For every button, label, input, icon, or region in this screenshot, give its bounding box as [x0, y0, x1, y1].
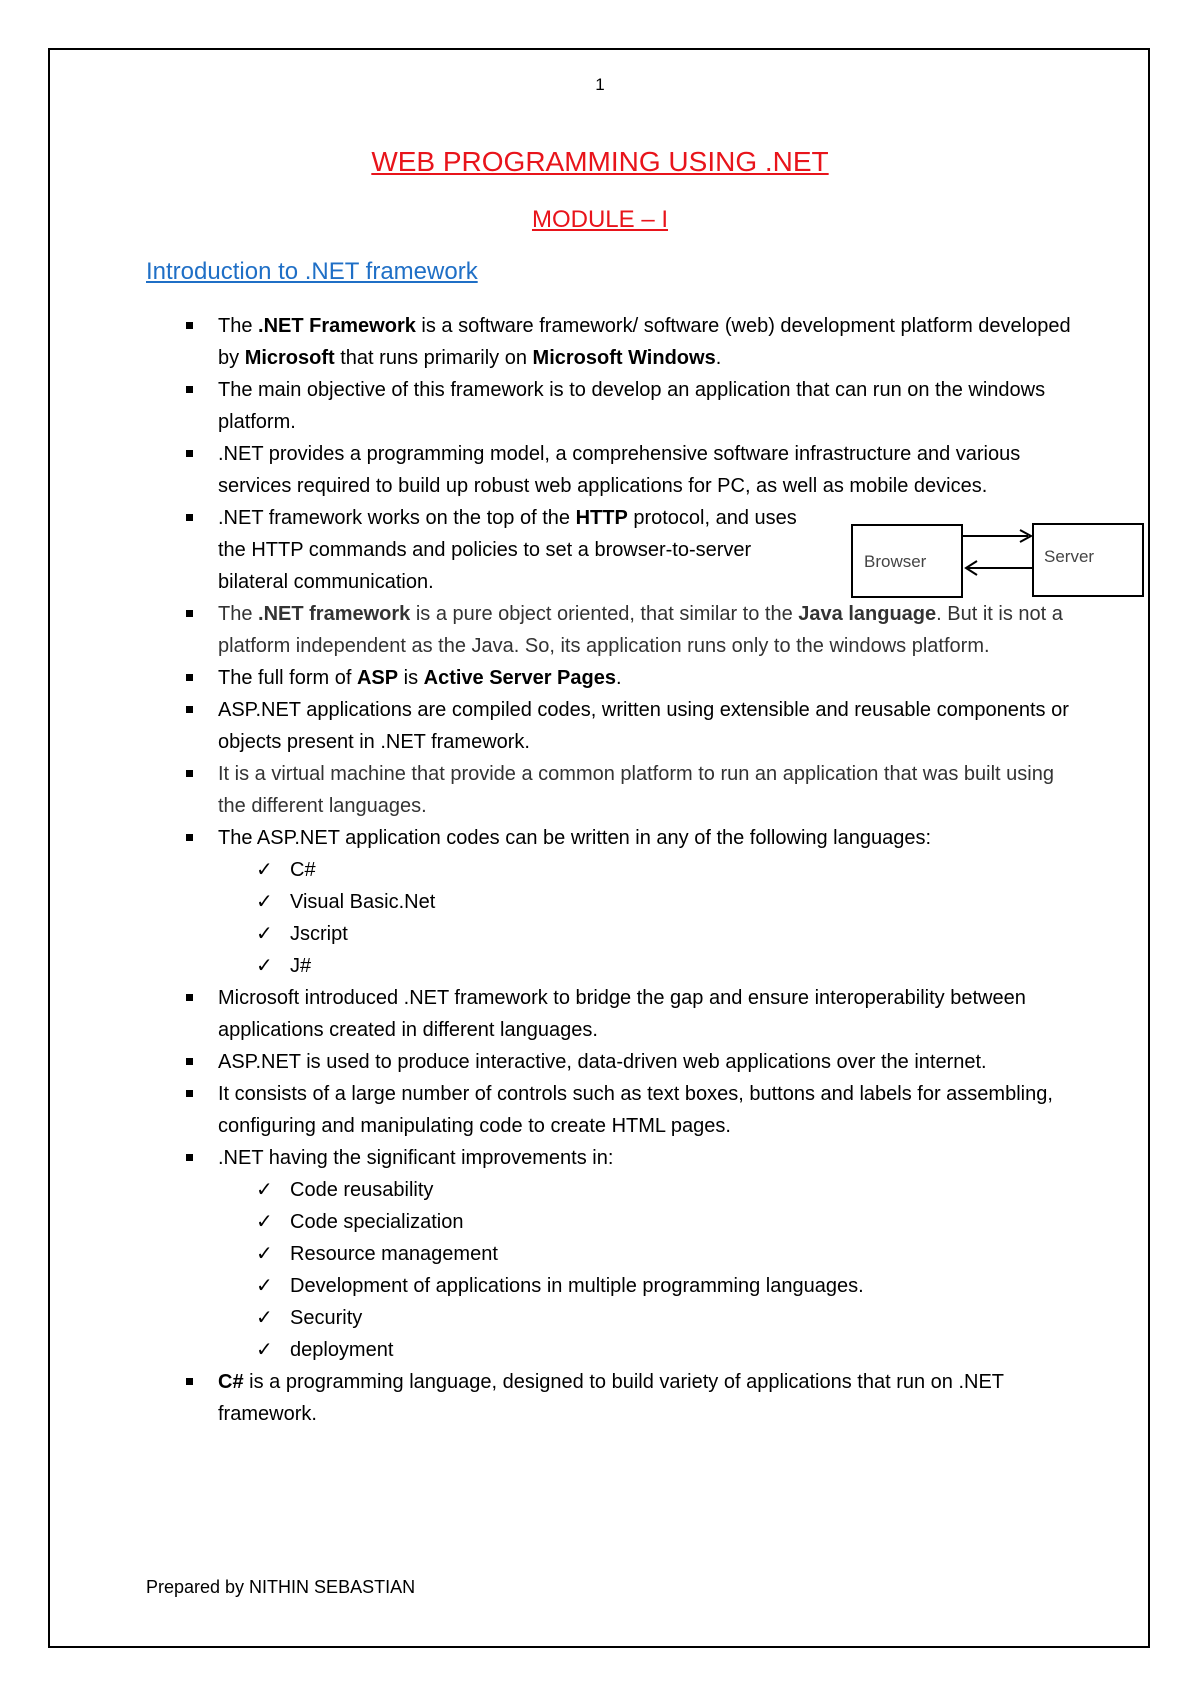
checkmark-icon: ✓ — [256, 923, 273, 945]
module-heading: MODULE – I — [531, 206, 669, 233]
server-label: Server — [1044, 547, 1095, 566]
bullet-content — [178, 310, 1078, 1430]
check-item: ✓ Development of applications in multiple programming languages. — [178, 1270, 1078, 1302]
list-item: The ASP.NET application codes can be written in any of the following languages: — [178, 822, 1078, 854]
check-item: ✓ Visual Basic.Net — [178, 886, 1078, 918]
check-item: ✓ Security — [178, 1302, 1078, 1334]
improvement-list — [178, 1174, 1078, 1366]
list-item: .NET having the significant improvements in: — [178, 1142, 1078, 1174]
check-item: ✓ J# — [178, 950, 1078, 982]
list-item: .NET provides a programming model, a comprehensive software infrastructure and various services required to build up robust web applications for PC, as well as mobile devices. — [178, 438, 1078, 502]
browser-server-diagram — [850, 522, 1150, 602]
bullet-list — [178, 982, 1078, 1174]
checkmark-icon: ✓ — [256, 859, 273, 881]
checkmark-icon: ✓ — [256, 1339, 273, 1361]
checkmark-icon: ✓ — [256, 1211, 273, 1233]
list-item: ASP.NET applications are compiled codes, written using extensible and reusable components or objects present in .NET framework. — [178, 694, 1078, 758]
checkmark-icon: ✓ — [256, 891, 273, 913]
check-item: ✓ Resource management — [178, 1238, 1078, 1270]
list-item: C# is a programming language, designed to build variety of applications that run on .NET framework. — [178, 1366, 1078, 1430]
check-item: ✓ Code specialization — [178, 1206, 1078, 1238]
footer-prepared-by: Prepared by NITHIN SEBASTIAN — [146, 1577, 416, 1597]
list-item: Microsoft introduced .NET framework to bridge the gap and ensure interoperability between applications created in different languages. — [178, 982, 1078, 1046]
browser-label: Browser — [864, 552, 927, 571]
page-number: 1 — [595, 75, 605, 94]
section-heading: Introduction to .NET framework — [146, 258, 478, 285]
checkmark-icon: ✓ — [256, 1179, 273, 1201]
list-item: The main objective of this framework is to develop an application that can run on the windows platform. — [178, 374, 1078, 438]
list-item: The .NET Framework is a software framework/ software (web) development platform developed by Microsoft that runs primarily on Microsoft Windows. — [178, 310, 1078, 374]
checkmark-icon: ✓ — [256, 1275, 273, 1297]
check-item: ✓ C# — [178, 854, 1078, 886]
list-item: It consists of a large number of controls such as text boxes, buttons and labels for assembling, configuring and manipulating code to create HTML pages. — [178, 1078, 1078, 1142]
list-item: The .NET framework is a pure object oriented, that similar to the Java language. But it is not a platform independent as the Java. So, its application runs only to the windows platform. — [178, 598, 1078, 662]
list-item: The full form of ASP is Active Server Pages. — [178, 662, 1078, 694]
list-item: ASP.NET is used to produce interactive, data-driven web applications over the internet. — [178, 1046, 1078, 1078]
check-item: ✓ Jscript — [178, 918, 1078, 950]
checkmark-icon: ✓ — [256, 1243, 273, 1265]
language-list — [178, 854, 1078, 982]
check-item: ✓ Code reusability — [178, 1174, 1078, 1206]
check-item: ✓ deployment — [178, 1334, 1078, 1366]
list-item: It is a virtual machine that provide a common platform to run an application that was built using the different languages. — [178, 758, 1078, 822]
bullet-list — [178, 1366, 1078, 1430]
document-title: WEB PROGRAMMING USING .NET — [371, 146, 829, 177]
list-item: .NET framework works on the top of the HTTP protocol, and uses the HTTP commands and policies to set a browser-to-server bilateral communication. — [178, 502, 818, 598]
checkmark-icon: ✓ — [256, 1307, 273, 1329]
checkmark-icon: ✓ — [256, 955, 273, 977]
